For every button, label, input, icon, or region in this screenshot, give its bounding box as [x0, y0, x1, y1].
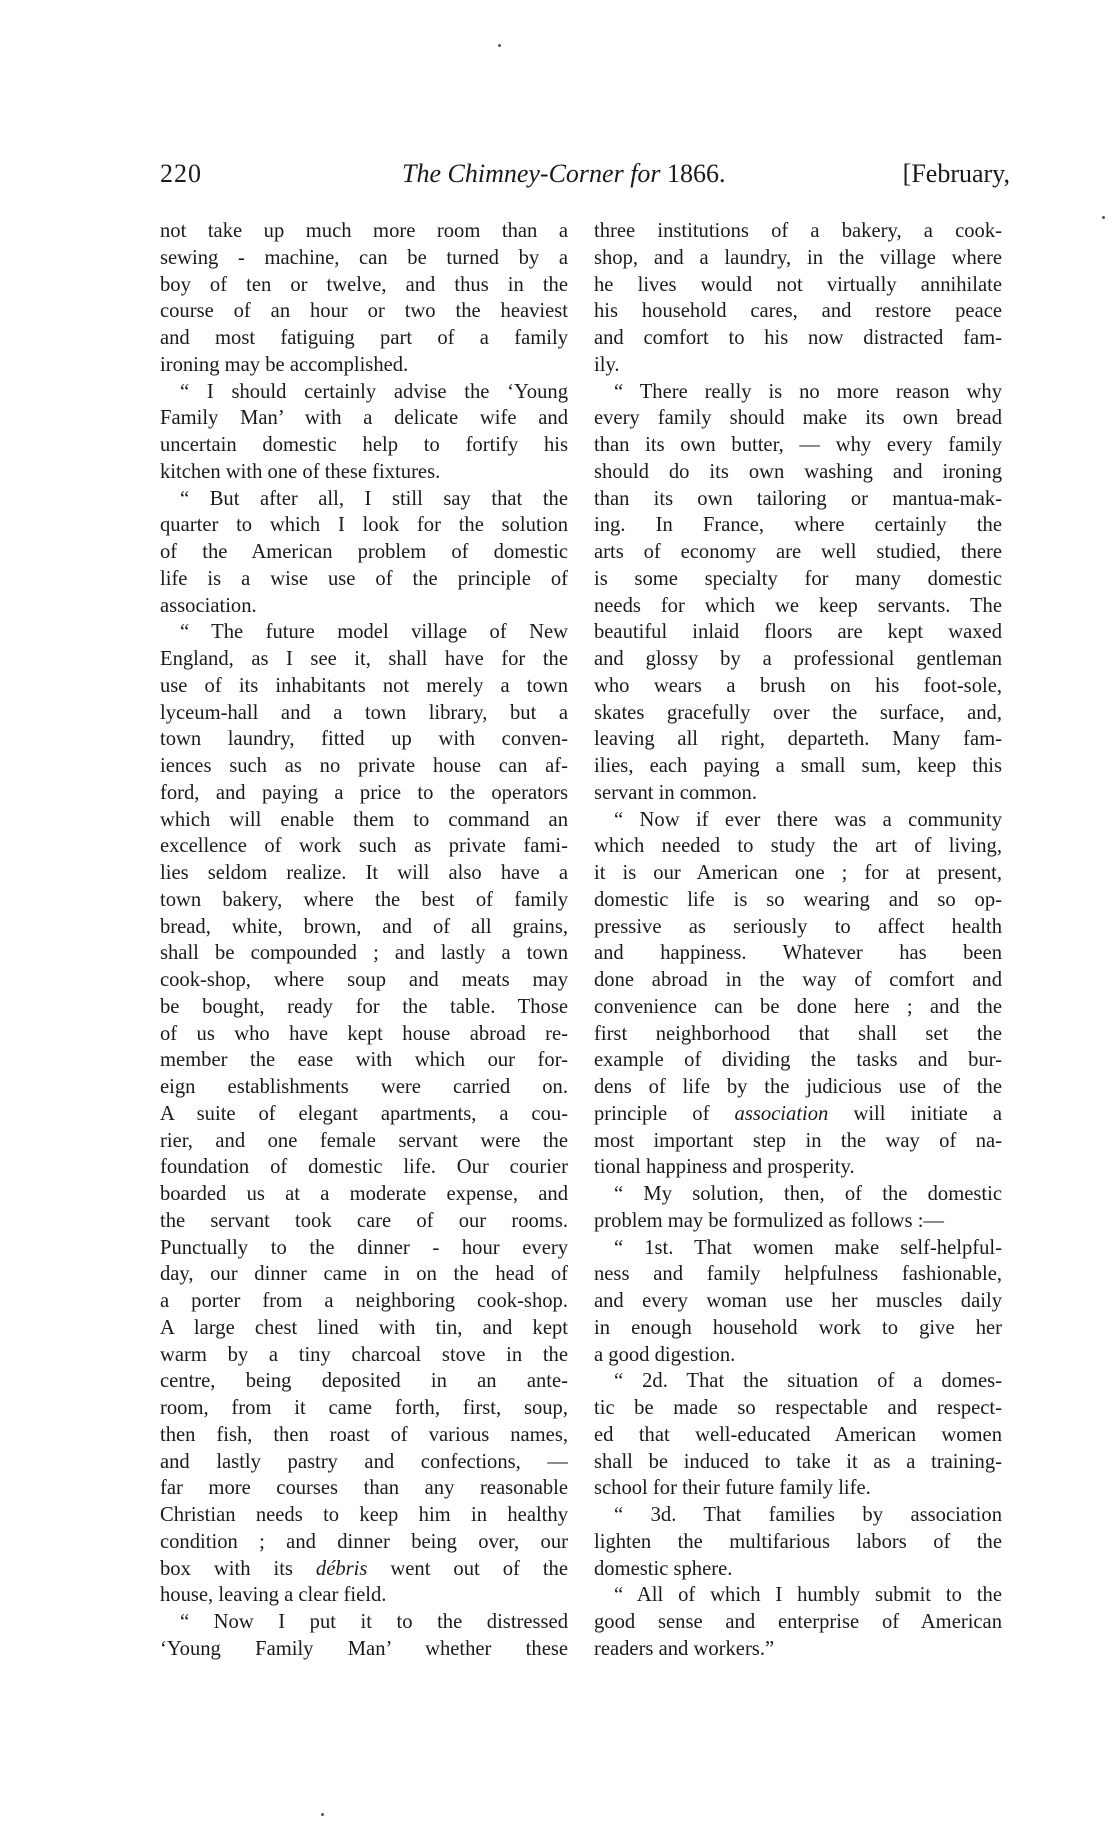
text-line: Family Man’ with a delicate wife and [160, 407, 568, 430]
text-line: needs for which we keep servants. The [594, 594, 1002, 617]
text-line: and glossy by a professional gentleman [594, 648, 1002, 670]
text-line: done abroad in the way of comfort and [594, 969, 1002, 991]
text-line: than its own butter, — why every family [594, 434, 1002, 456]
text-line: in enough household work to give her [594, 1316, 1002, 1339]
text-line: “ All of which I humbly submit to the [614, 1584, 1002, 1607]
text-line: not take up much more room than a [160, 220, 568, 242]
text-line: dens of life by the judicious use of the [594, 1076, 1002, 1098]
text-line: “ The future model village of New [180, 621, 568, 644]
text-line: of us who have kept house abroad re- [160, 1022, 568, 1045]
text-line: lies seldom realize. It will also have a [160, 862, 568, 884]
text-line: kitchen with one of these fixtures. [160, 460, 441, 483]
text-line: iences such as no private house can af- [160, 755, 568, 777]
text-line: sewing - machine, can be turned by a [160, 246, 568, 269]
text-line: “ I should certainly advise the ‘Young [180, 380, 568, 403]
text-line: every family should make its own bread [594, 407, 1002, 430]
text-line: quarter to which I look for the solution [160, 514, 568, 537]
text-line: lighten the multifarious labors of the [594, 1530, 1002, 1553]
text-line: it is our American one ; for at present, [594, 862, 1002, 884]
text-line: principle of association will initiate a [594, 1102, 1002, 1125]
text-line: shop, and a laundry, in the village where [594, 246, 1002, 269]
text-line: than its own tailoring or mantua-mak- [594, 487, 1002, 510]
text-line: far more courses than any reasonable [160, 1477, 568, 1500]
text-line: which needed to study the art of living, [594, 835, 1002, 858]
text-line: association. [160, 594, 257, 617]
text-line: be bought, ready for the table. Those [160, 995, 568, 1018]
text-line: rier, and one female servant were the [160, 1129, 568, 1152]
text-line: the servant took care of our rooms. [160, 1209, 568, 1232]
text-line: England, as I see it, shall have for the [160, 648, 568, 670]
title-year: 1866. [667, 159, 726, 188]
text-line: town bakery, where the best of family [160, 888, 568, 911]
text-line: house, leaving a clear field. [160, 1584, 387, 1607]
text-line: who wears a brush on his foot-sole, [594, 674, 1002, 697]
text-line: foundation of domestic life. Our courier [160, 1156, 568, 1179]
print-speck [321, 1813, 324, 1816]
text-line: cook-shop, where soup and meats may [160, 969, 568, 991]
text-line: “ 1st. That women make self-helpful- [614, 1236, 1002, 1259]
text-line: domestic sphere. [594, 1557, 733, 1580]
text-line: skates gracefully over the surface, and, [594, 701, 1002, 724]
text-line: arts of economy are well studied, there [594, 541, 1002, 563]
page-number: 220 [160, 159, 202, 188]
publication-title [402, 156, 726, 192]
print-speck [1102, 216, 1105, 219]
text-line: readers and workers.” [594, 1637, 775, 1660]
text-line: excellence of work such as private fami- [160, 835, 568, 858]
text-line: boarded us at a moderate expense, and [160, 1183, 568, 1205]
text-line: a good digestion. [594, 1343, 736, 1366]
text-line: he lives would not virtually annihilate [594, 273, 1002, 296]
text-line: three institutions of a bakery, a cook- [594, 220, 1002, 242]
text-line: “ 3d. That families by association [614, 1504, 1002, 1526]
text-line: day, our dinner came in on the head of [160, 1263, 568, 1286]
text-line: should do its own washing and ironing [594, 460, 1002, 483]
text-line: “ But after all, I still say that the [180, 487, 568, 510]
text-line: box with its débris went out of the [160, 1557, 568, 1580]
text-line: tional happiness and prosperity. [594, 1156, 855, 1179]
text-line: tic be made so respectable and respect- [594, 1397, 1002, 1419]
text-line: servant in common. [594, 781, 758, 804]
text-line: school for their future family life. [594, 1477, 871, 1500]
text-line: “ Now I put it to the distressed [180, 1611, 568, 1633]
text-line: shall be compounded ; and lastly a town [160, 942, 568, 965]
text-line: example of dividing the tasks and bur- [594, 1049, 1002, 1072]
text-line: then fish, then roast of various names, [160, 1423, 568, 1446]
text-line: and every woman use her muscles daily [594, 1290, 1002, 1312]
text-line: life is a wise use of the principle of [160, 567, 568, 590]
text-line: most important step in the way of na- [594, 1129, 1002, 1152]
text-line: uncertain domestic help to fortify his [160, 434, 568, 456]
text-line: problem may be formulized as follows :— [594, 1209, 945, 1232]
text-line: use of its inhabitants not merely a town [160, 674, 568, 697]
text-line: and most fatiguing part of a family [160, 327, 568, 349]
text-line: leaving all right, departeth. Many fam- [594, 728, 1002, 751]
text-line: ness and family helpfulness fashionable, [594, 1263, 1002, 1286]
text-line: shall be induced to take it as a training- [594, 1450, 1002, 1473]
text-line: ford, and paying a price to the operators [160, 781, 568, 804]
text-line: first neighborhood that shall set the [594, 1022, 1002, 1045]
text-line: a porter from a neighboring cook-shop. [160, 1290, 568, 1312]
print-speck [498, 44, 501, 47]
text-line: ironing may be accomplished. [160, 353, 409, 376]
text-line: centre, being deposited in an ante- [160, 1370, 568, 1393]
text-line: “ My solution, then, of the domestic [614, 1183, 1002, 1205]
issue-month: [February, [902, 159, 1010, 188]
text-line: eign establishments were carried on. [160, 1076, 568, 1098]
text-line: ing. In France, where certainly the [594, 514, 1002, 537]
text-line: “ There really is no more reason why [614, 380, 1002, 403]
text-line: and happiness. Whatever has been [594, 942, 1002, 965]
text-line: convenience can be done here ; and the [594, 995, 1002, 1018]
text-line: warm by a tiny charcoal stove in the [160, 1343, 568, 1366]
text-line: his household cares, and restore peace [594, 300, 1002, 323]
text-line: is some specialty for many domestic [594, 567, 1002, 590]
text-line: “ 2d. That the situation of a domes- [614, 1370, 1002, 1393]
text-line: ilies, each paying a small sum, keep this [594, 755, 1002, 777]
text-line: boy of ten or twelve, and thus in the [160, 273, 568, 296]
text-line: and lastly pastry and confections, — [160, 1450, 568, 1473]
left-column [160, 218, 568, 1663]
text-line: good sense and enterprise of American [594, 1611, 1002, 1633]
text-line: ily. [594, 353, 620, 376]
text-line: of the American problem of domestic [160, 541, 568, 563]
text-line: A suite of elegant apartments, a cou- [160, 1102, 568, 1125]
text-line: Christian needs to keep him in healthy [160, 1504, 568, 1526]
text-line: member the ease with which our for- [160, 1049, 568, 1072]
text-line: room, from it came forth, first, soup, [160, 1397, 568, 1419]
text-line: which will enable them to command an [160, 808, 568, 831]
text-line: domestic life is so wearing and so op- [594, 888, 1002, 911]
running-head [160, 156, 1010, 192]
text-line: “ Now if ever there was a community [614, 808, 1002, 831]
title-text: The Chimney-Corner for [402, 159, 661, 188]
text-line: ‘Young Family Man’ whether these [160, 1637, 568, 1660]
italic-word: débris [315, 1557, 368, 1580]
text-line: beautiful inlaid floors are kept waxed [594, 621, 1002, 644]
text-line: course of an hour or two the heaviest [160, 300, 568, 323]
text-line: Punctually to the dinner - hour every [160, 1236, 568, 1259]
text-line: bread, white, brown, and of all grains, [160, 915, 568, 938]
italic-word: association [734, 1102, 829, 1125]
text-line: town laundry, fitted up with conven- [160, 728, 568, 751]
text-line: lyceum-hall and a town library, but a [160, 701, 568, 724]
text-line: condition ; and dinner being over, our [160, 1530, 568, 1553]
text-line: pressive as seriously to affect health [594, 915, 1002, 938]
text-line: A large chest lined with tin, and kept [160, 1316, 568, 1339]
text-line: ed that well-educated American women [594, 1423, 1002, 1446]
text-line: and comfort to his now distracted fam- [594, 327, 1002, 349]
right-column [594, 218, 1002, 1663]
